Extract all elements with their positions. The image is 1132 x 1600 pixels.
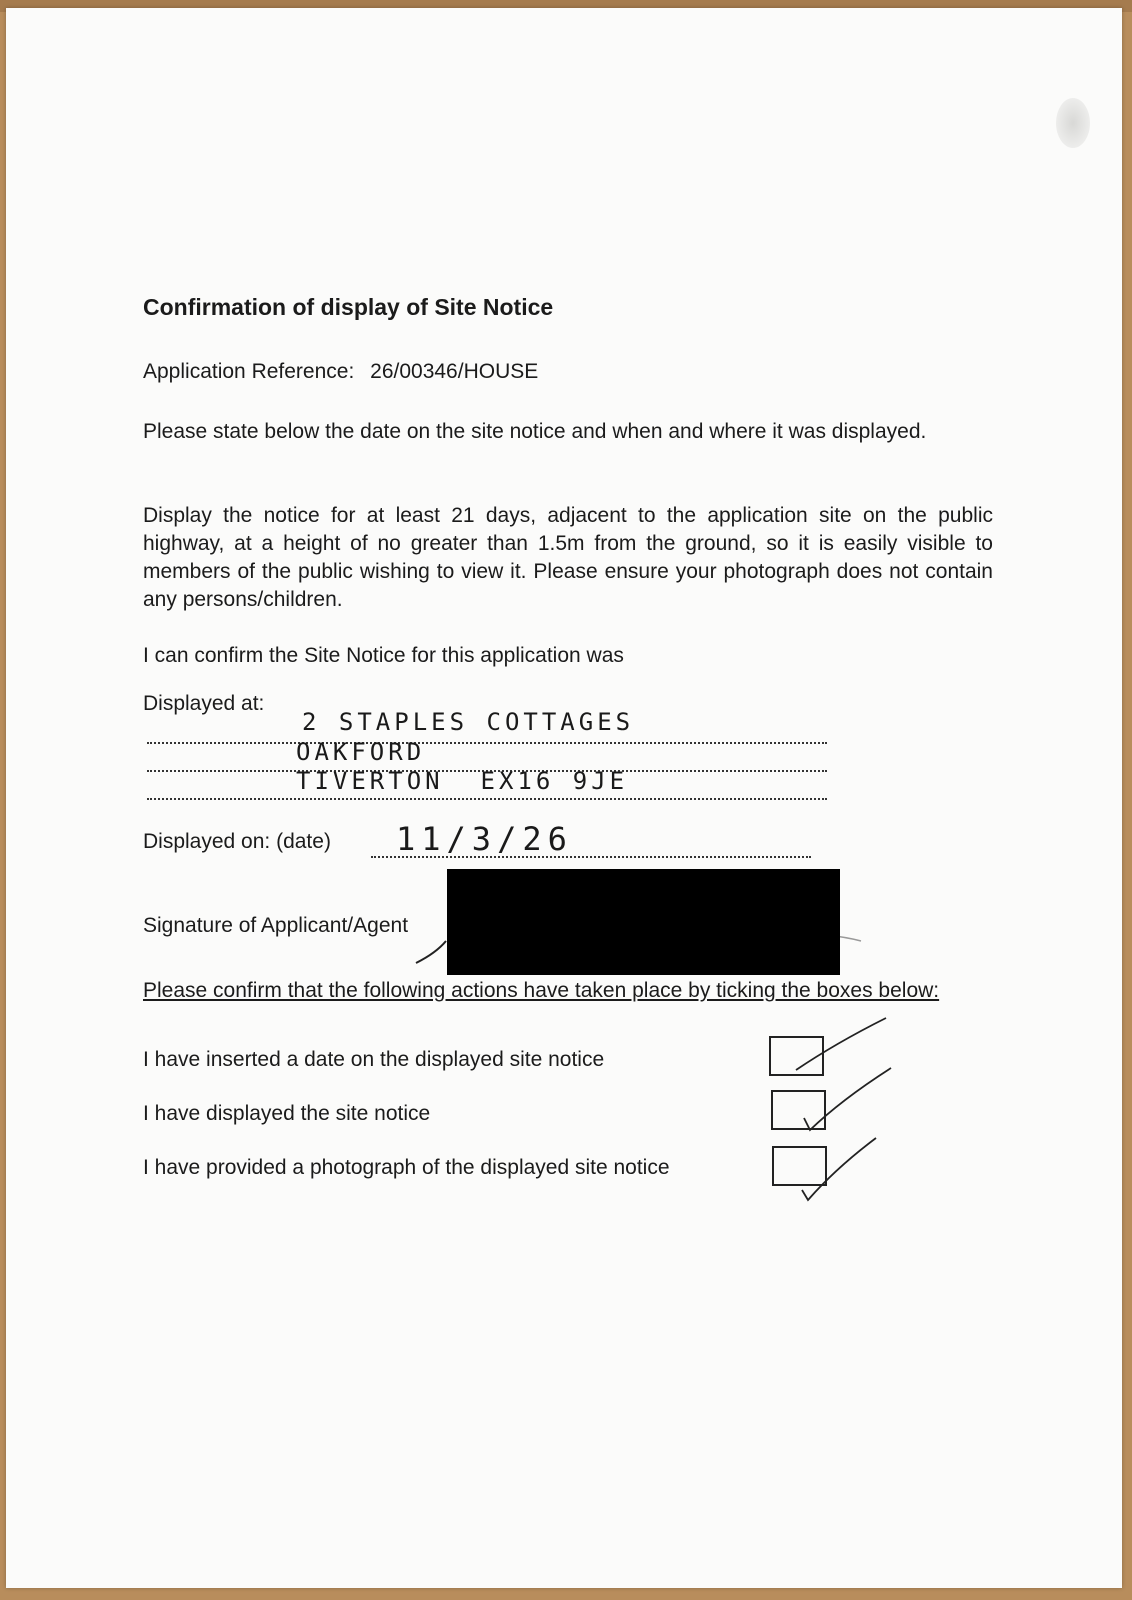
signature-redaction bbox=[447, 869, 840, 975]
instruction-display: Display the notice for at least 21 days, adjacent to the application site on the public highway, at a height of no greater than 1.5m from the ground, so it is easily visible to members of the public wishing to view it. Please ensure your photograph does not contain any persons/children. bbox=[143, 504, 993, 611]
signature-label: Signature of Applicant/Agent bbox=[143, 914, 409, 937]
tick-icon bbox=[796, 1128, 886, 1208]
address-line-3: TIVERTON EX16 9JE bbox=[296, 767, 629, 795]
address-line-3-dots bbox=[147, 797, 827, 800]
form-content bbox=[6, 8, 1122, 1588]
checklist-label-displayed: I have displayed the site notice bbox=[143, 1102, 431, 1125]
confirm-intro: I can confirm the Site Notice for this application was bbox=[143, 644, 624, 667]
displayed-at-label: Displayed at: bbox=[143, 692, 265, 715]
address-line-1: 2 STAPLES COTTAGES bbox=[302, 708, 635, 736]
checklist-label-date: I have inserted a date on the displayed site notice bbox=[143, 1048, 605, 1071]
confirm-instruction: Please confirm that the following actions have taken place by ticking the boxes below: bbox=[143, 979, 940, 1002]
displayed-on-value: 11/3/26 bbox=[396, 820, 573, 858]
address-line-1-dots bbox=[147, 741, 827, 744]
address-line-2: OAKFORD bbox=[296, 738, 426, 766]
application-reference-label: Application Reference: bbox=[143, 360, 355, 383]
displayed-on-label: Displayed on: (date) bbox=[143, 830, 331, 853]
checklist-label-photograph: I have provided a photograph of the displayed site notice bbox=[143, 1156, 670, 1179]
application-reference-value: 26/00346/HOUSE bbox=[370, 360, 539, 383]
application-reference bbox=[143, 360, 538, 384]
form-title: Confirmation of display of Site Notice bbox=[143, 294, 554, 320]
paper-sheet bbox=[6, 8, 1122, 1588]
instruction-date: Please state below the date on the site notice and when and where it was displayed. bbox=[143, 420, 927, 443]
